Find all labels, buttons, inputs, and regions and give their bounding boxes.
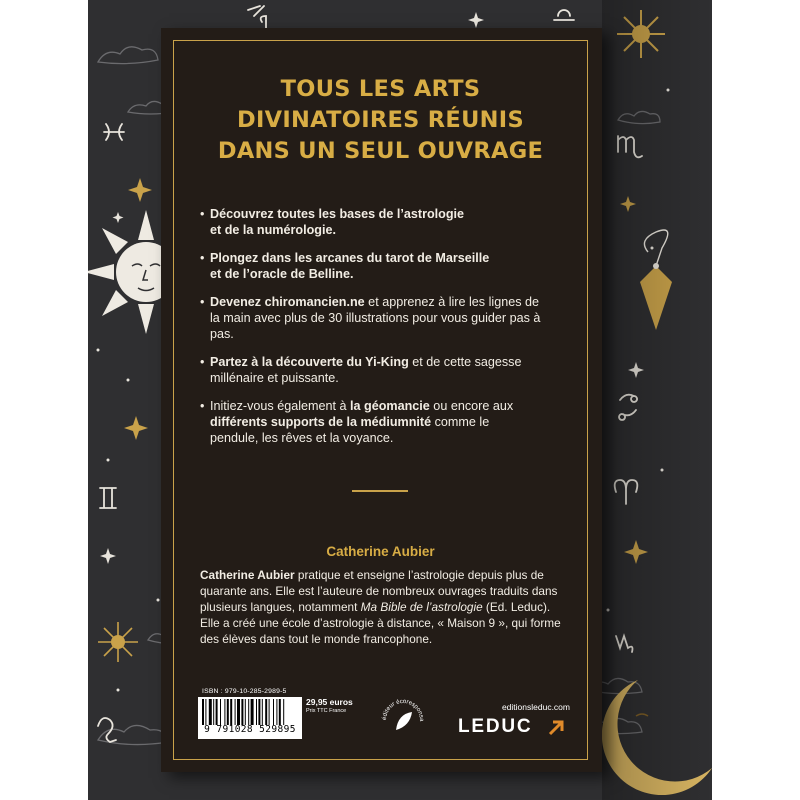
- list-item: [200, 399, 528, 446]
- headline-line: DANS UN SEUL OUVRAGE: [217, 138, 544, 164]
- author-bio-text: (Ed. Leduc). Elle a créé une école d’astrologie à distance, « Maison 9 », qui forme des élèves dans tout le monde francophone.: [200, 600, 561, 646]
- headline-line: DIVINATOIRES RÉUNIS: [237, 107, 524, 133]
- bullet-bold-text: la géomancie: [350, 399, 430, 414]
- bullet-bold-text: Partez à la découverte du Yi-King: [210, 355, 409, 370]
- barcode-digits: 9 791028 529895: [204, 724, 296, 735]
- book-title-reference: Ma Bible de l’astrologie: [360, 600, 483, 614]
- sun-icon: [98, 622, 138, 662]
- publisher-url: editionsleduc.com: [501, 702, 570, 712]
- author-bio-text: pratique et enseigne l’astrologie depuis plus de quarante ans. Elle est l’auteure de nombreux ouvrages traduits dans plusieurs langues, notamment: [200, 568, 558, 614]
- bullet-bold-text: et de la numérologie.: [210, 222, 336, 237]
- author-bio: [200, 567, 570, 647]
- bullet-text: Initiez-vous également à: [210, 399, 351, 414]
- eco-label: éditeur écoresponsa: [381, 698, 425, 722]
- list-item: [200, 295, 546, 342]
- svg-text:éditeur écoresponsable: [378, 690, 424, 722]
- isbn-label: ISBN : 979-10-285-2989-5: [202, 688, 287, 695]
- author-bio-name: Catherine Aubier: [200, 568, 295, 582]
- bullet-bold-text: Découvrez toutes les bases de l’astrologie: [210, 207, 465, 221]
- barcode-bars: [198, 697, 302, 727]
- leaf-icon: [396, 712, 412, 730]
- bullet-text: et de cette sagesse millénaire et puissante.: [210, 355, 522, 385]
- author-heading: Catherine Aubier: [326, 544, 435, 559]
- bullet-bold-text: différents supports de la médiumnité: [210, 414, 432, 429]
- price-note: Prix TTC France: [306, 708, 347, 714]
- bullet-bold-text: et de l’oracle de Belline.: [210, 266, 354, 281]
- bullet-text: et apprenez à lire les lignes de la main avec plus de 30 illustrations pour vous guider pas à pas.: [210, 295, 541, 341]
- feature-list: [200, 207, 570, 459]
- arrow-icon: [547, 719, 565, 737]
- bullet-text: comme le pendule, les rêves et la voyance.: [210, 414, 490, 445]
- spine-shadow: [602, 0, 712, 800]
- headline-line: TOUS LES ARTS: [280, 76, 481, 102]
- bullet-text: ou encore aux: [429, 399, 514, 414]
- publisher-logo: LEDUC: [458, 716, 533, 737]
- headline: [173, 74, 588, 167]
- bullet-bold-text: Devenez chiromancien.ne: [210, 295, 365, 310]
- list-item: [200, 355, 530, 386]
- price: 29,95 euros: [306, 697, 353, 707]
- gold-divider: [352, 490, 408, 492]
- list-item: [200, 207, 570, 238]
- bullet-bold-text: Plongez dans les arcanes du tarot de Marseille: [210, 251, 490, 266]
- list-item: [200, 251, 570, 282]
- eco-publisher-logo: [378, 690, 428, 740]
